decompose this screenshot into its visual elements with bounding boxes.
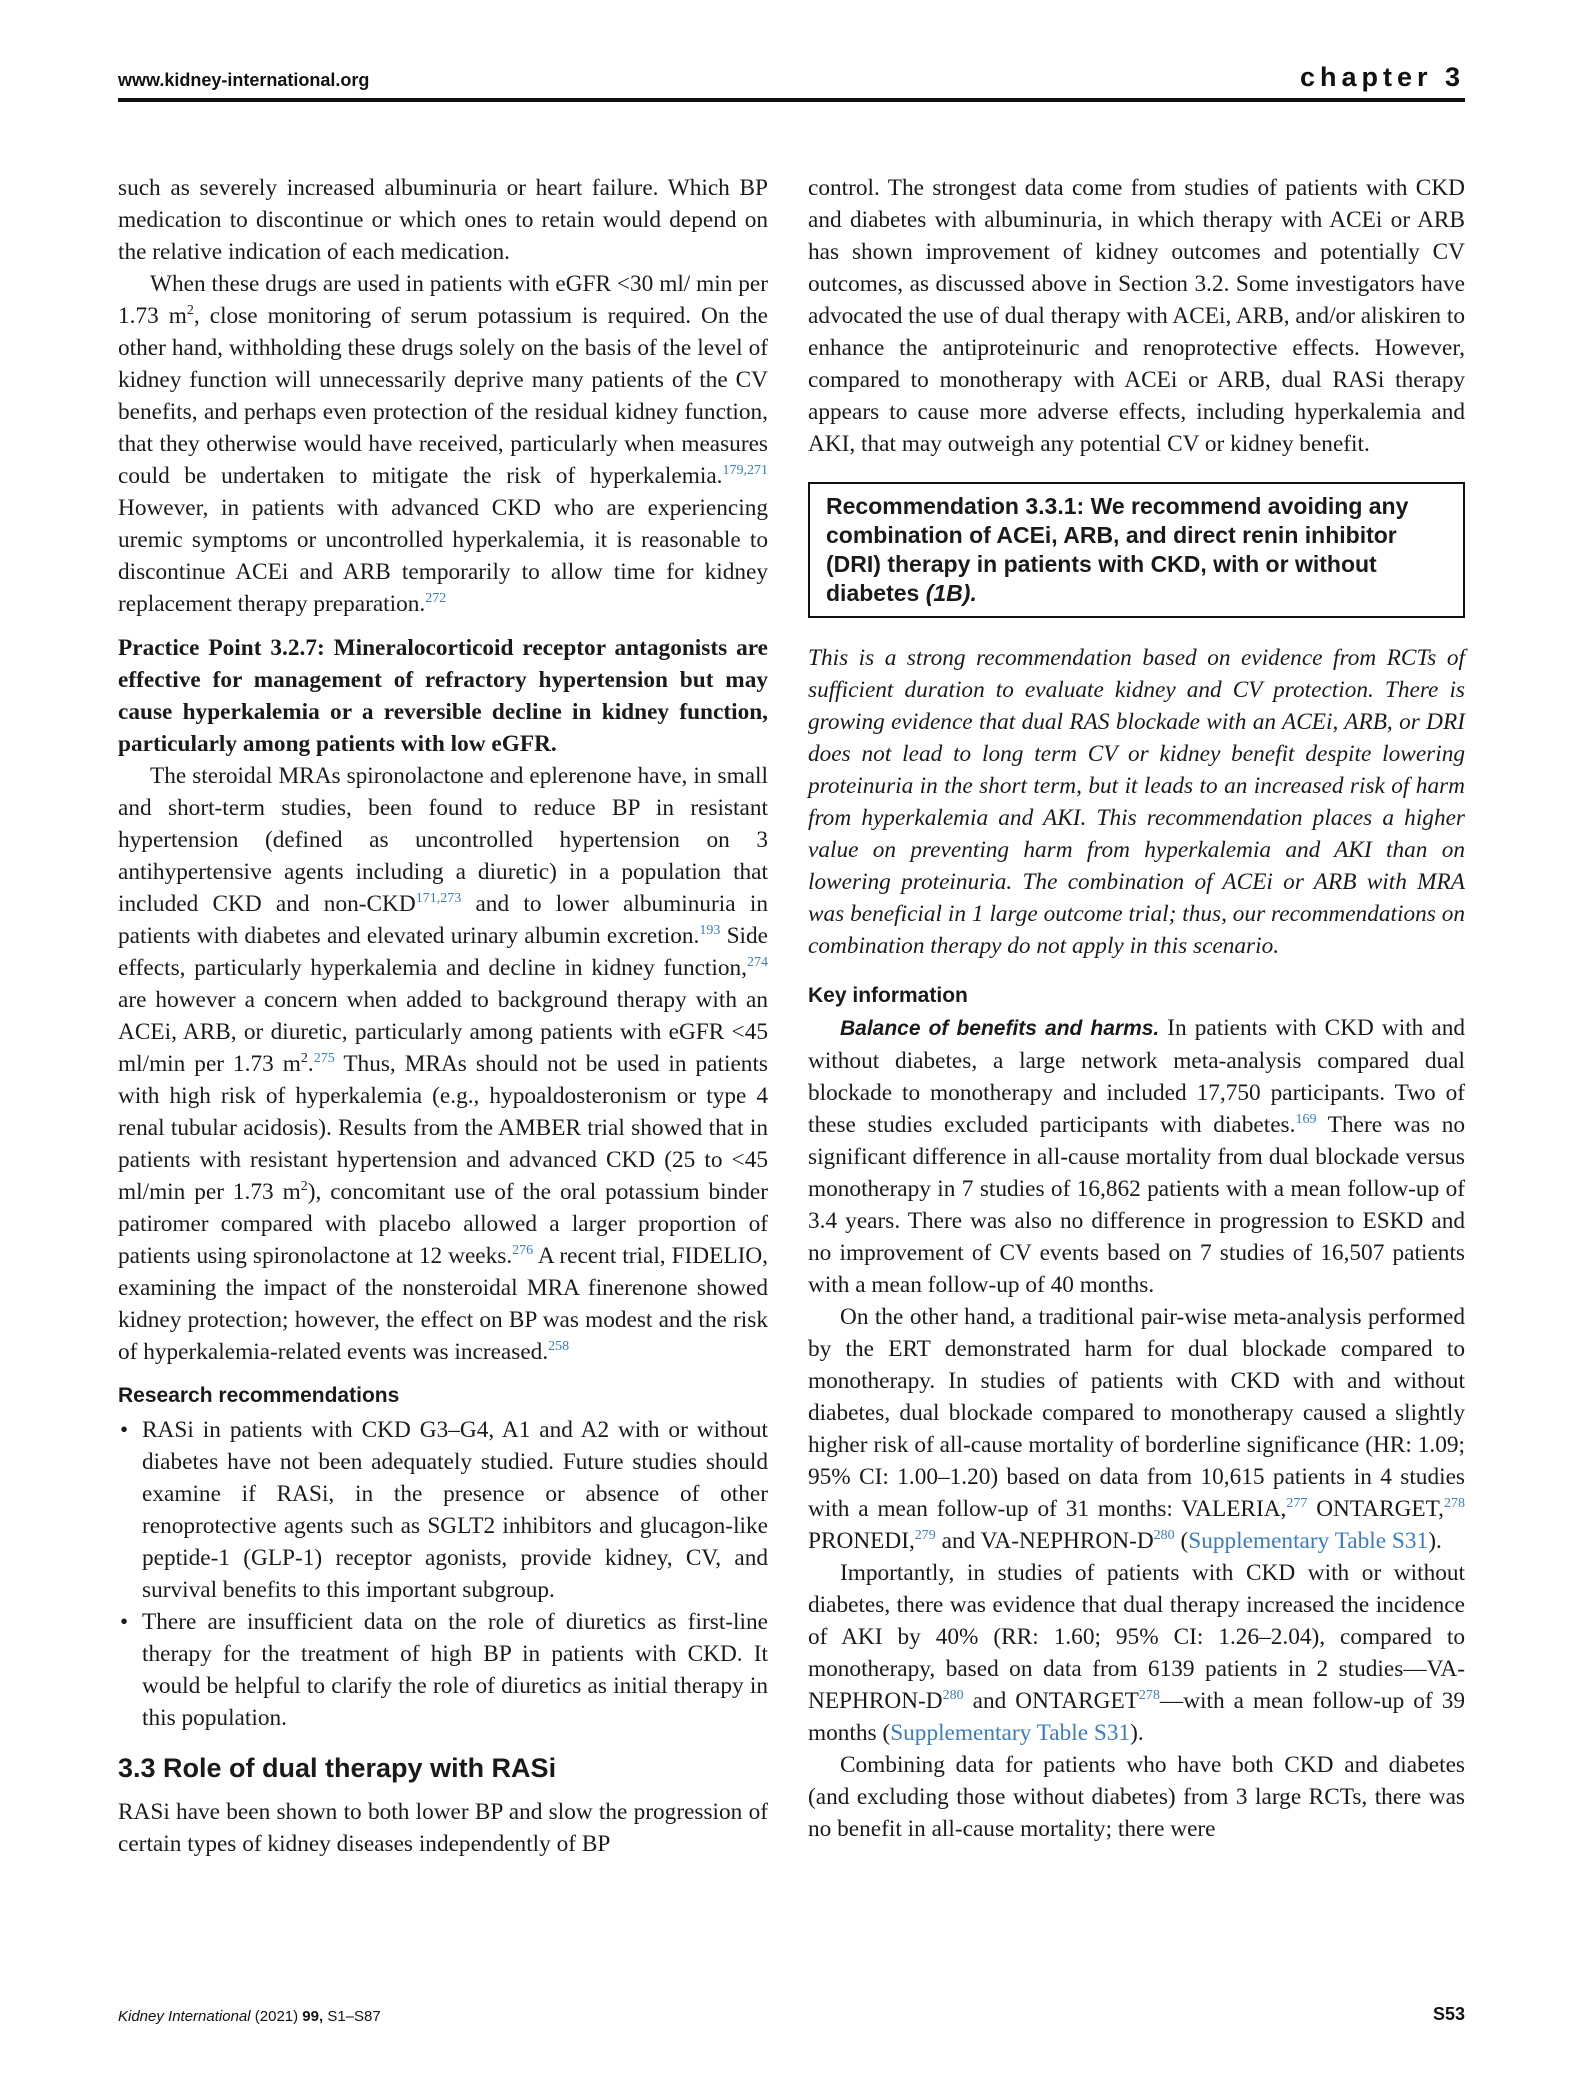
page-number: S53 — [1432, 2004, 1465, 2024]
paragraph: control. The strongest data come from studies of patients with CKD and diabetes with albuminuria, in which therapy with ACEi or ARB has shown improvement of kidney outcomes and potentially CV outcomes, as discussed above in Section 3.2. Some investigators have advocated the use of dual therapy with ACEi, ARB, and/or aliskiren to enhance the antiproteinuric and renoprotective effects. However, compared to monotherapy with ACEi or ARB, dual RASi therapy appears to cause more adverse effects, including hyperkalemia and AKI, that may outweigh any potential CV or kidney benefit. — [808, 175, 1465, 457]
paragraph: When these drugs are used in patients with eGFR <30 ml/ min per 1.73 $m^2$, close monitoring of serum potassium is required. On the other hand, withholding these drugs solely on the basis of the level of kidney function will unnecessarily deprive many patients of the CV benefits, and perhaps even protection of the residual kidney function, that they otherwise would have received, particularly when measures could be undertaken to mitigate the risk of hyperkalemia.$^{179,271}$ However, in patients with advanced CKD who are experiencing uremic symptoms or uncontrolled hyperkalemia, it is reasonable to discontinue ACEi and ARB temporarily to allow time for kidney replacement therapy preparation.$^{272}$ — [118, 271, 768, 617]
research-recommendations-heading: Research recommendations — [118, 1384, 400, 1407]
citation[interactable]: 278 — [1138, 1688, 1160, 1704]
left-column — [118, 172, 768, 1860]
citation[interactable]: 279 — [914, 1528, 936, 1544]
citation[interactable]: 278 — [1444, 1496, 1465, 1512]
citation[interactable]: 275 — [313, 1051, 335, 1067]
practice-point-3-2-7: Practice Point 3.2.7: Mineralocorticoid receptor antagonists are effective for management of refractory hypertension but may cause hyperkalemia or a reversible decline in kidney function, particularly among patients with low eGFR. — [118, 635, 768, 757]
supplementary-table-link[interactable]: Supplementary Table S31 — [890, 1720, 1131, 1746]
citation[interactable]: 276 — [512, 1243, 534, 1259]
citation[interactable]: 280 — [942, 1688, 964, 1704]
journal-citation: Kidney International (2021) 99, S1–S87 — [118, 2008, 381, 2025]
citation[interactable]: 272 — [425, 591, 447, 607]
paragraph: such as severely increased albuminuria or heart failure. Which BP medication to discontinue or which ones to retain would depend on the relative indication of each medication. — [118, 175, 768, 265]
right-column — [808, 172, 1465, 1845]
page-header — [118, 62, 1465, 102]
rationale-paragraph: This is a strong recommendation based on evidence from RCTs of sufficient duration to evaluate kidney and CV protection. There is growing evidence that dual RAS blockade with an ACEi, ARB, or DRI does not lead to long term CV or kidney benefit despite lowering proteinuria in the short term, but it leads to an increased risk of harm from hyperkalemia and AKI. This recommendation places a higher value on preventing harm from hyperkalemia and AKI than on lowering proteinuria. The combination of ACEi or ARB with MRA was beneficial in 1 large outcome trial; thus, our recommendations on combination therapy do not apply in this scenario. — [808, 645, 1465, 959]
section-heading: 3.3 Role of dual therapy with RASi — [118, 1753, 557, 1783]
citation[interactable]: 274 — [747, 955, 768, 971]
citation[interactable]: 258 — [548, 1339, 570, 1355]
citation[interactable]: 280 — [1153, 1528, 1175, 1544]
balance-subheading: Balance of benefits and harms. — [840, 1017, 1160, 1040]
supplementary-table-link[interactable]: Supplementary Table S31 — [1188, 1528, 1429, 1554]
paragraph: Balance of benefits and harms. In patients with CKD with and without diabetes, a large network meta-analysis compared dual blockade to monotherapy and included 17,750 participants. Two of these studies excluded participants with diabetes.$^{169}$ There was no significant difference in all-cause mortality from dual blockade versus monotherapy in 7 studies of 16,862 patients with a mean follow-up of 3.4 years. There was also no difference in progression to ESKD and no improvement of CV events based on 7 studies of 16,507 patients with a mean follow-up of 40 months. — [808, 1015, 1465, 1298]
citation[interactable]: 277 — [1286, 1496, 1308, 1512]
citation[interactable]: 169 — [1295, 1112, 1317, 1128]
site-url[interactable]: www.kidney-international.org — [118, 70, 370, 90]
list-item: • There are insufficient data on the role of diuretics as first-line therapy for the treatment of high BP in patients with CKD. It would be helpful to clarify the role of diuretics as initial therapy in this population. — [142, 1606, 768, 1734]
paragraph: Combining data for patients who have both CKD and diabetes (and excluding those without diabetes) from 3 large RCTs, there was no benefit in all-cause mortality; there were — [808, 1752, 1465, 1842]
evidence-grade: (1B). — [925, 580, 977, 606]
citation[interactable]: 179,271 — [722, 463, 768, 479]
citation[interactable]: 193 — [699, 923, 721, 939]
chapter-label: chapter 3 — [1299, 62, 1465, 92]
research-list — [118, 1414, 768, 1734]
list-item: • RASi in patients with CKD G3–G4, A1 and A2 with or without diabetes have not been adequately studied. Future studies should examine if RASi, in the presence or absence of other renoprotective agents such as SGLT2 inhibitors and glucagon-like peptide-1 (GLP-1) receptor agonists, provide kidney, CV, and survival benefits to this important subgroup. — [142, 1414, 768, 1606]
recommendation-text: Recommendation 3.3.1: We recommend avoiding any combination of ACEi, ARB, and direct renin inhibitor (DRI) therapy in patients with CKD, with or without diabetes — [826, 493, 1409, 606]
paragraph: Importantly, in studies of patients with CKD with or without diabetes, there was evidence that dual therapy increased the incidence of AKI by 40% (RR: 1.60; 95% CI: 1.26–2.04), compared to monotherapy, based on data from 6139 patients in 2 $studies—VA-NEPHRON-D^{280}$ and ONTARGET$^{278}$—with a mean follow-up of 39 months (Supplementary Table S31). — [808, 1560, 1465, 1746]
citation[interactable]: 171,273 — [415, 891, 462, 907]
paragraph: The steroidal MRAs spironolactone and eplerenone have, in small and short-term studies, been found to reduce BP in resistant hypertension (defined as uncontrolled hypertension on 3 antihypertensive agents including a diuretic) in a population that included CKD and non-CKD$^{171,273}$ and to lower albuminuria in patients with diabetes and elevated urinary albumin excretion.$^{193}$ Side effects, particularly hyperkalemia and decline in kidney function,$^{274}$ are however a concern when added to background therapy with an ACEi, ARB, or diuretic, particularly among patients with eGFR <45 ml/min per 1.73 $m^2.^{275}$ Thus, MRAs should not be used in patients with high risk of hyperkalemia (e.g., hypoaldosteronism or type 4 renal tubular acidosis). Results from the AMBER trial showed that in patients with resistant hypertension and advanced CKD (25 to <45 ml/min per 1.73 $m^2$), concomitant use of the oral potassium binder patiromer compared with placebo allowed a larger proportion of patients using spironolactone at 12 weeks.$^{276}$ A recent trial, FIDELIO, examining the impact of the nonsteroidal MRA finerenone showed kidney protection; however, the effect on BP was modest and the risk of hyperkalemia-related events was increased.$^{258}$ — [118, 763, 769, 1365]
recommendation-box — [808, 482, 1465, 618]
paragraph: On the other hand, a traditional pair-wise meta-analysis performed by the ERT demonstrated harm for dual blockade compared to monotherapy. In studies of patients with CKD with and without diabetes, dual blockade compared to monotherapy caused a slightly higher risk of all-cause mortality of borderline significance (HR: 1.09; 95% CI: 1.00–1.20) based on data from 10,615 patients in 4 studies with a mean follow-up of 31 months: VALERIA,$^{277}$ ONTARGET,$^{278}$ PRONEDI,$^{279}$ and $VA-NEPHRON-D^{280}$ (Supplementary Table S31). — [808, 1304, 1465, 1554]
paragraph: RASi have been shown to both lower BP and slow the progression of certain types of kidney diseases independently of BP — [118, 1799, 768, 1857]
key-information-heading: Key information — [808, 984, 968, 1007]
